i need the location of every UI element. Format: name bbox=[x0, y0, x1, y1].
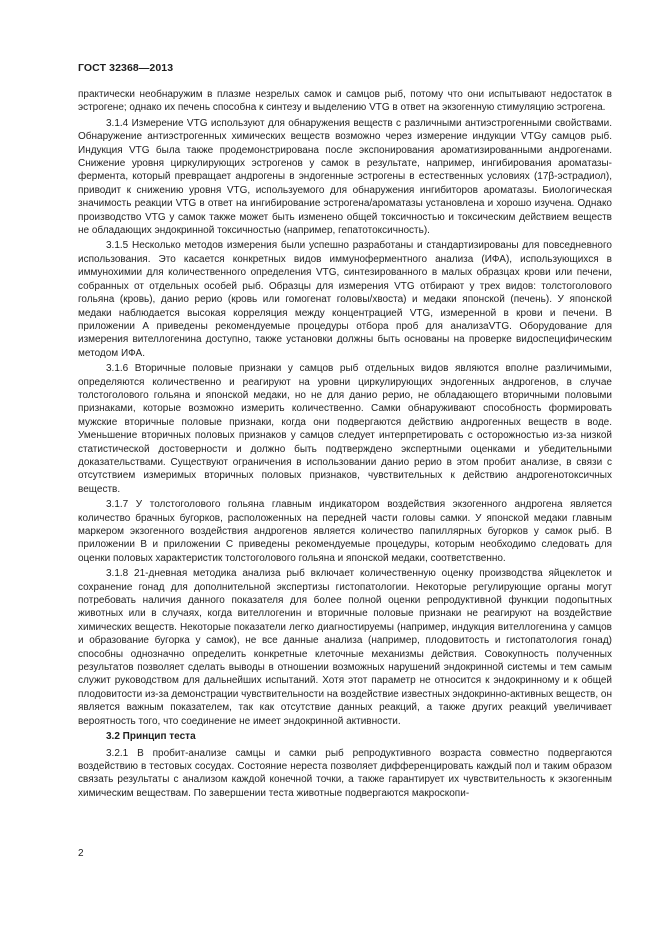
page-number: 2 bbox=[78, 848, 84, 859]
section-heading: 3.2 Принцип теста bbox=[106, 731, 196, 743]
paragraph-3-1-6: 3.1.6 Вторичные половые признаки у самцов рыб отдельных видов являются вполне различимыми, определяются количественно и реагируют на уровни циркулирующих эндогенных андрогенов, в случае толстоголового гольяна и японской медаки, но не для данио рерио, не обладающего вторичными половыми признаками, которые возможно измерить количественно. Самки обнаруживают способность формировать мужские вторичные половые признаки, когда они подвергаются действию андрогенных веществ в воде. Уменьшение вторичных половых признаков у самцов следует интерпретировать с осторожностью из-за низкой статистической достоверности и должно быть подтверждено экспертными оценками и убедительными доказательствами. Существуют ограничения в использовании данио рерио в этом пробит анализе, в связи с отсутствием измеримых вторичных половых признаков, чувствительных к действию андрогенотоксичных веществ. bbox=[78, 363, 612, 495]
paragraph-3-1-4: 3.1.4 Измерение VTG используют для обнаружения веществ с различными антиэстрогенными свойствами. Обнаружение антиэстрогенных химических веществ возможно через измерение индукции VTGу самцов рыб. Индукция VTG была также продемонстрирована после экспонирования ароматизированными андрогенами. Снижение уровня циркулирующих эстрогенов у самок в результате, например, ингибирования ароматазы-фермента, который превращает андрогены в эндогенные эстрогены в естественных условиях (17β-эстрадиол), приводит к снижению уровня VTG, используемого для обнаружения ингибиторов ароматазы. Биологическая значимость реакции VTG в ответ на ингибирование эстрогена/ароматазы установлена и хорошо изучена. Однако производство VTG у самок также может быть изменено общей токсичностью и токсическим действием веществ не обладающих эндокринной токсичностью (например, гепатотоксичность). bbox=[78, 117, 612, 237]
paragraph-3-1-7: 3.1.7 У толстоголового гольяна главным индикатором воздействия экзогенного андрогена является количество брачных бугорков, расположенных на передней части головы самки. У японской медаки главным маркером экзогенного воздействия андрогенов является количество папиллярных бугорков у самок рыб. В приложении В и приложении С приведены рекомендуемые процедуры, которым необходимо следовать для оценки половых характеристик толстоголового гольяна и японской медаки, соответственно. bbox=[78, 499, 612, 564]
document-body bbox=[78, 88, 612, 802]
document-code-header: ГОСТ 32368—2013 bbox=[78, 62, 174, 74]
paragraph-3-1-5: 3.1.5 Несколько методов измерения были успешно разработаны и стандартизированы для повседневного использования. Это касается конкретных видов иммуноферментного анализа (ИФА), использующихся в иммунохимии для количественного определения VTG, синтезированного в малых образцах крови или печени, собранных от отдельных особей рыб. Образцы для измерения VTG отбирают у трех видов: толстоголового гольяна (кровь), данио рерио (кровь или гомогенат головы/хвоста) и медаки японской (печень). У японской медаки наблюдается высокая корреляция между концентрацией VTG, измеренной в крови и печени. В приложении А приведены рекомендуемые процедуры отбора проб для анализаVTG. Оборудование для измерения вителлогенина доступно, также установки должны быть основаны на проверке видоспецифическим методом ИФА. bbox=[78, 240, 612, 359]
paragraph-3-1-8: 3.1.8 21-дневная методика анализа рыб включает количественную оценку производства яйцеклеток и сохранение гонад для дополнительной экспертизы гистопатологии. Некоторые регулирующие органы могут потребовать наличия данного показателя для более полной оценки репродуктивной функции подопытных животных или в случаях, когда вителлогенин и вторичные половые признаки не реагируют на воздействие химических веществ. Некоторые показатели легко диагностируемы (например, индукция вителлогенина у самцов и образование бугорка у самок), не все данные анализа (например, плодовитость и гистопатология гонад) способны однозначно определить конкретные клеточные механизмы действия. Совокупность полученных результатов позволяет сделать выводы в отношении возможных нарушений эндокринной системы и тем самым служит руководством для дальнейших испытаний. Хотя этот параметр не относится к эндокринному и к общей плодовитости из-за демонстрации чувствительности на воздействие известных эндокринно-активных веществ, он является важным показателем, так как отсутствие данных реакций, а также других реакций увеличивает вероятность того, что соединение не имеет эндокринной активности. bbox=[78, 568, 612, 727]
paragraph-continued: практически необнаружим в плазме незрелых самок и самцов рыб, потому что они испытывают недостаток в эстрогене; однако их печень способна к синтезу и выделению VTG в ответ на экзогенную стимуляцию эстрогена. bbox=[78, 89, 612, 114]
paragraph-3-2-1: 3.2.1 В пробит-анализе самцы и самки рыб репродуктивного возраста совместно подвергаются воздействию в тестовых сосудах. Состояние нереста позволяет дифференцировать каждый пол и таким образом связать результаты с анализом каждой конечной точки, а также гарантирует их чувствительность к экзогенным химическим веществам. По завершении теста животные подвергаются макроскопи- bbox=[78, 747, 612, 799]
